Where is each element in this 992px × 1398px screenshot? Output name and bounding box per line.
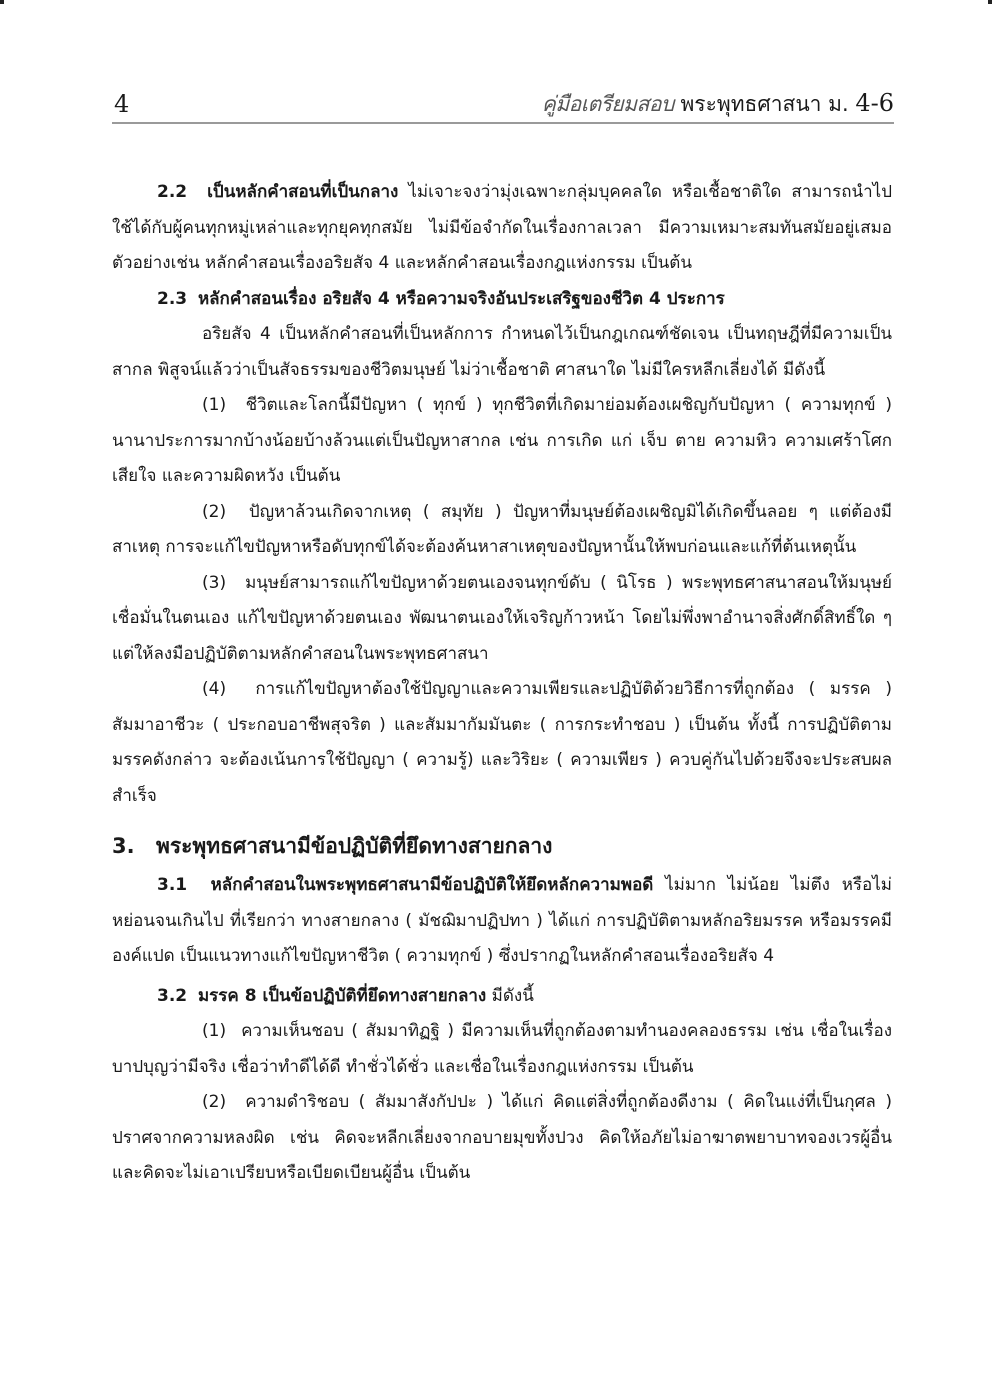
section-2-3-intro: อริยสัจ 4 เป็นหลักคำสอนที่เป็นหลักการ กำหนดไว้เป็นกฎเกณฑ์ชัดเจน เป็นทฤษฎีที่มีความเป็นสากล พิสูจน์แล้วว่าเป็นสัจธรรมของชีวิตมนุษย์ ไม่ว่าเชื้อชาติ ศาสนาใด ไม่มีใครหลีกเลี่ยงได้ มีดังนี้ [112,324,892,380]
item-text: ปัญหาล้วนเกิดจากเหตุ ( สมุทัย ) ปัญหาที่มนุษย์ต้องเผชิญมิได้เกิดขึ้นลอย ๆ แต่ต้องมีสาเหตุ การจะแก้ไขปัญหาหรือดับทุกข์ได้จะต้องค้นหาสาเหตุของปัญหานั้นให้พบก่อนและแก้ที่ต้นเหตุนั้น [112,501,892,557]
item-label: (1) [202,395,227,415]
item-label: (3) [202,572,227,593]
scan-corner-mark [988,0,992,4]
grade-level: 4-6 [855,89,894,117]
section-3-heading: พระพุทธศาสนามีข้อปฏิบัติที่ยึดทางสายกลาง [156,834,553,858]
running-title [542,88,894,121]
noble-truth-item-2 [112,495,892,566]
item-text: ความดำริชอบ ( สัมมาสังกัปปะ ) ได้แก่ คิดแต่สิ่งที่ถูกต้องดีงาม ( คิดในแง่ที่เป็นกุศล ) ปราศจากความหลงผิด เช่น คิดจะหลีกเลี่ยงจากอบายมุขทั้งปวง คิดให้อภัยไม่อาฆาตพยาบาทจองเวรผู้อื่น และคิดจะไม่เอาเปรียบหรือเบียดเบียนผู้อื่น เป็นต้น [112,1092,892,1183]
item-label: (2) [202,1092,227,1112]
section-2-3-heading: หลักคำสอนเรื่อง อริยสัจ 4 หรือความจริงอันประเสริฐของชีวิต 4 ประการ [197,288,725,309]
series-title: คู่มือเตรียมสอบ [541,92,674,116]
section-3-2-tail: มีดังนี้ [491,985,534,1006]
section-3-2-heading-line [112,979,892,1015]
item-label: (1) [202,1021,227,1041]
page-header [112,88,894,124]
item-text: ชีวิตและโลกนี้มีปัญหา ( ทุกข์ ) ทุกชีวิตที่เกิดมาย่อมต้องเผชิญกับปัญหา ( ความทุกข์ ) นานาประการมากบ้างน้อยบ้างล้วนแต่เป็นปัญหาสากล เช่น การเกิด แก่ เจ็บ ตาย ความหิว ความเศร้าโศกเสียใจ และความผิดหวัง เป็นต้น [112,395,892,486]
section-2-2-label: 2.2 [157,182,188,202]
noble-truth-item-3 [112,566,892,673]
eightfold-path-item-1 [112,1014,892,1085]
section-3-1-heading: หลักคำสอนในพระพุทธศาสนามีข้อปฏิบัติให้ยึดหลักความพอดี [210,875,654,895]
noble-truth-item-4 [112,672,892,814]
item-label: (4) [202,679,227,699]
item-text: ความเห็นชอบ ( สัมมาทิฏฐิ ) มีความเห็นที่ถูกต้องตามทำนองคลองธรรม เช่น เชื่อในเรื่องบาปบุญว่ามีจริง เชื่อว่าทำดีได้ดี ทำชั่วได้ชั่ว และเชื่อในเรื่องกฎแห่งกรรม เป็นต้น [112,1021,892,1077]
section-3-title [112,826,892,866]
section-2-3-label: 2.3 [157,288,188,309]
page-number: 4 [114,90,130,118]
section-2-2-body: ไม่เจาะจงว่ามุ่งเฉพาะกลุ่มบุคคลใด หรือเชื้อชาติใด สามารถนำไปใช้ได้กับผู้คนทุกหมู่เหล่าและทุกยุคทุกสมัย ไม่มีข้อจำกัดในเรื่องกาลเวลา มีความเหมาะสมทันสมัยอยู่เสมอ ตัวอย่างเช่น หลักคำสอนเรื่องอริยสัจ 4 และหลักคำสอนเรื่องกฎแห่งกรรม เป็นต้น [112,182,893,273]
item-text: การแก้ไขปัญหาต้องใช้ปัญญาและความเพียรและปฏิบัติด้วยวิธีการที่ถูกต้อง ( มรรค ) สัมมาอาชีวะ ( ประกอบอาชีพสุจริต ) และสัมมากัมมันตะ ( การกระทำชอบ ) เป็นต้น ทั้งนี้ การปฏิบัติตามมรรคดังกล่าว จะต้องเน้นการใช้ปัญญา ( ความรู้) และวิริยะ ( ความเพียร ) ควบคู่กันไปด้วยจึงจะประสบผลสำเร็จ [112,679,892,806]
subject-title: พระพุทธศาสนา ม. [680,92,849,116]
noble-truth-item-1 [112,388,892,495]
section-3-1-body: ไม่มาก ไม่น้อย ไม่ตึง หรือไม่หย่อนจนเกินไป ที่เรียกว่า ทางสายกลาง ( มัชฌิมาปฏิปทา ) ได้แก่ การปฏิบัติตามหลักอริยมรรค หรือมรรคมีองค์แปด เป็นแนวทางแก้ไขปัญหาชีวิต ( ความทุกข์ ) ซึ่งปรากฏในหลักคำสอนเรื่องอริยสัจ 4 [112,875,892,966]
page-body [112,175,892,1192]
eightfold-path-item-2 [112,1085,892,1192]
section-3-2-heading: มรรค 8 เป็นข้อปฏิบัติที่ยึดทางสายกลาง [197,985,487,1006]
section-2-3-heading-line [112,282,892,318]
item-text: มนุษย์สามารถแก้ไขปัญหาด้วยตนเองจนทุกข์ดับ ( นิโรธ ) พระพุทธศาสนาสอนให้มนุษย์เชื่อมั่นในตนเอง แก้ไขปัญหาด้วยตนเอง พัฒนาตนเองให้เจริญก้าวหน้า โดยไม่พึ่งพาอำนาจสิ่งศักดิ์สิทธิ์ใด ๆ แต่ให้ลงมือปฏิบัติตามหลักคำสอนในพระพุทธศาสนา [112,572,892,664]
section-3-2-label: 3.2 [157,985,188,1006]
section-3-label: 3. [112,834,135,858]
section-3-1-paragraph [112,868,892,975]
section-2-2-heading: เป็นหลักคำสอนที่เป็นกลาง [207,182,399,202]
scan-corner-mark [0,0,4,4]
section-3-1-label: 3.1 [157,875,188,895]
item-label: (2) [202,501,227,522]
section-2-2-paragraph [112,175,892,282]
